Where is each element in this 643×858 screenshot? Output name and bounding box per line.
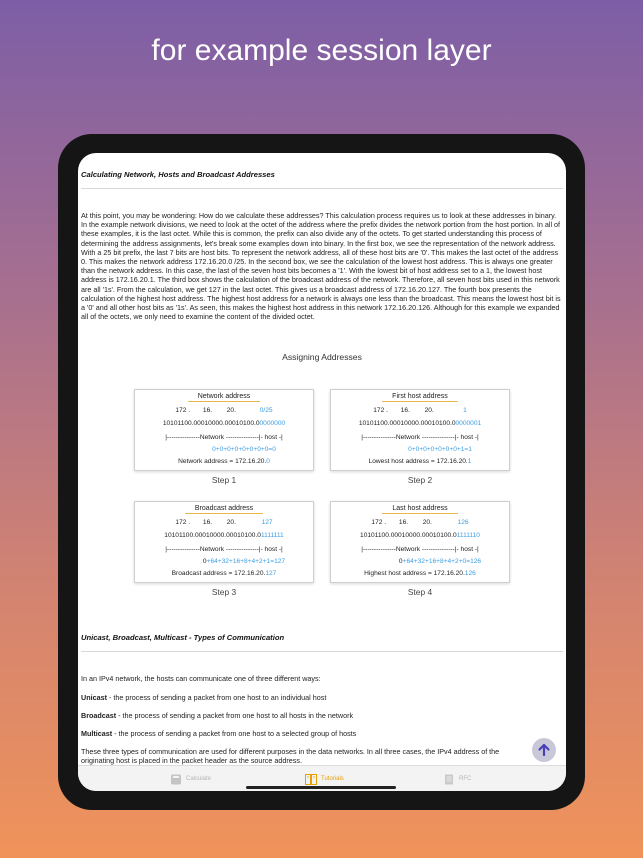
last-host-box [330,501,510,583]
bottom-tab-bar [78,765,566,791]
calculator-icon [170,774,182,785]
tutorial-content[interactable] [78,153,566,765]
app-screen [78,153,566,791]
result-row: Highest host address = 172.16.20.126 [364,570,476,577]
last-octet: 127 [261,519,273,526]
scroll-to-top-button[interactable] [532,738,556,762]
result-row: Lowest host address = 172.16.20.1 [368,458,472,465]
section-body-addresses: At this point, you may be wondering: How do we calculate these addresses? This calculation process requires us to look at these addresses in binary. In the example network divisions, we need to look at the octet of the address where the prefix divides the network portion from the host portion. In all of these examples, it is the last octet. While this is common, the prefix can also divide any of the octets. To get started understanding this process of determining the address assignments, let's break some examples down into binary. In the first box, we see the representation of the network address. With a 25 bit prefix, the last 7 bits are host bits. To represent the network address, all of these host bits are '0'. This makes the last octet of the address 0. This makes the network address 172.16.20.0 /25. In the second box, we see the calculation of the lowest host address. This is always one greater than the network address. In this case, the last of the seven host bits becomes a '1'. With the lowest bit of host address set to a 1, the lowest host address is 172.16.20.1. The third box shows the calculation of the broadcast address of the network. Therefore, all seven host bits used in this network are all '1s'. From the calculation, we get 127 in the last octet. This gives us a broadcast address of 172.16.20.127. The fourth box presents the calculation of the highest host address. The highest host address for a network is always one less than the broadcast. This means the lowest host bit is a '0' and all other host bits as '1s'. As seen, this makes the highest host address in this network 172.16.20.126. Although for this example we expanded all of the octets, we only need to examine the content of the divided octet. [81,211,561,322]
figure-title: Assigning Addresses [282,352,362,362]
document-icon [443,774,455,785]
list-item-unicast: Unicast - the process of sending a packet from one host to an individual host [81,693,327,702]
last-octet: 126 [457,519,469,526]
split-row: |---------------Network ---------------|- host -| [361,434,479,441]
box-title: Network address [188,393,261,402]
step-label: Step 2 [407,475,433,485]
calc-row: 0+0+0+0+0+0+0+1=1 [408,446,472,453]
tab-rfc[interactable]: RFC [443,771,471,787]
step-label: Step 4 [407,587,433,597]
section-closing: These three types of communication are used for different purposes in the data networks. In all three cases, the IPv4 address of the originating host is placed in the packet header as the source address. [81,747,500,766]
tab-tutorials[interactable]: Tutorials [305,771,344,787]
home-indicator [246,786,396,789]
step-label: Step 3 [211,587,237,597]
step-label: Step 1 [211,475,237,485]
book-icon [305,774,317,785]
last-octet: 1 [463,407,467,414]
network-address-box [134,389,314,471]
box-title: Broadcast address [185,505,263,514]
octets-row: 172 . 16. 20. 1 [373,407,467,414]
divider [81,651,563,652]
last-octet: 0/25 [259,407,273,414]
broadcast-address-box [134,501,314,583]
split-row: |---------------Network ---------------|- host -| [165,546,283,553]
octets-row: 172 . 16. 20. 0/25 [175,407,273,414]
split-row: |---------------Network ---------------|- host -| [361,546,479,553]
section-title-addresses: Calculating Network, Hosts and Broadcast Addresses [81,170,275,179]
first-host-box [330,389,510,471]
binary-row: 10101100.00010000.00010100.01111110 [360,532,480,539]
section-title-communication: Unicast, Broadcast, Multicast - Types of Communication [81,633,285,642]
binary-row: 10101100.00010000.00010100.01111111 [164,532,284,539]
list-item-broadcast: Broadcast - the process of sending a packet from one host to all hosts in the network [81,711,354,720]
calc-row: 0+64+32+16+8+4+2+1=127 [202,558,286,565]
tablet-frame [58,134,585,810]
promo-headline: for example session layer [151,34,492,67]
tab-calculate[interactable]: Calculate [170,771,211,787]
octets-row: 172 . 16. 20. 126 [371,519,469,526]
calc-row: 0+0+0+0+0+0+0+0=0 [212,446,276,453]
list-item-multicast: Multicast - the process of sending a packet from one host to a selected group of hosts [81,729,357,738]
box-title: Last host address [382,505,457,514]
arrow-up-icon [537,743,551,757]
result-row: Network address = 172.16.20.0 [178,458,270,465]
box-title: First host address [382,393,458,402]
octets-row: 172 . 16. 20. 127 [175,519,273,526]
divider [81,188,563,189]
section-intro: In an IPv4 network, the hosts can communicate one of three different ways: [81,674,321,683]
calc-row: 0+64+32+16+8+4+2+0=126 [398,558,482,565]
binary-row: 10101100.00010000.00010100.00000000 [162,420,286,427]
binary-row: 10101100.00010000.00010100.00000001 [358,420,482,427]
result-row: Broadcast address = 172.16.20.127 [171,570,277,577]
split-row: |---------------Network ---------------|- host -| [165,434,283,441]
